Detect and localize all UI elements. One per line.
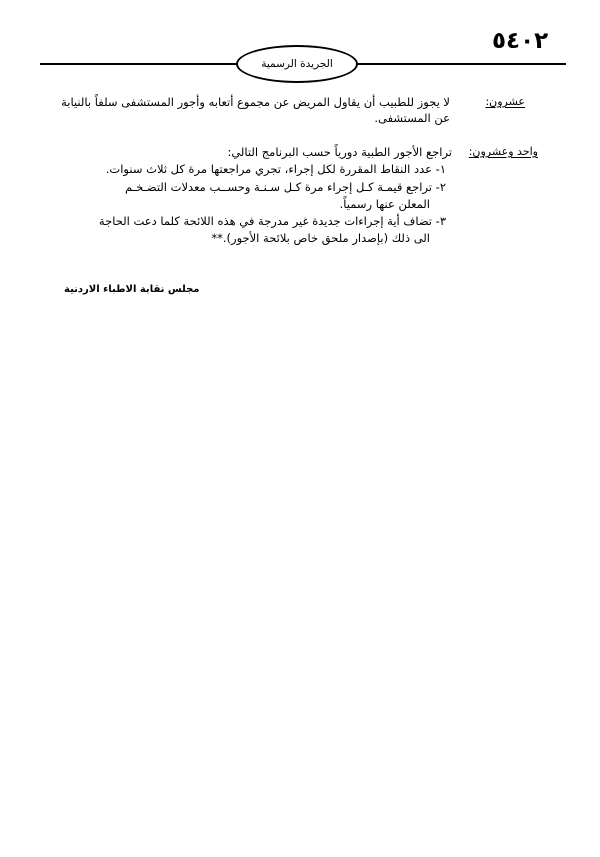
article-21-item-3-cont: الى ذلك (بإصدار ملحق خاص بلائحة الأجور).**: [211, 231, 430, 245]
gazette-title: الجريدة الرسمية: [261, 58, 333, 70]
article-20-line-1: لا يجوز للطبيب أن يقاول المريض عن مجموع أتعابه وأجور المستشفى سلفاً بالنيابة: [61, 95, 450, 109]
gazette-title-oval: [236, 45, 358, 83]
article-20-line-2: عن المستشفى.: [374, 111, 450, 125]
signature: مجلس نقابة الاطباء الاردنية: [64, 284, 200, 295]
article-20-label: عشرون:: [485, 95, 525, 108]
article-21-item-1: ١- عدد النقاط المقررة لكل إجراء، تجري مراجعتها مرة كل ثلاث سنوات.: [105, 162, 446, 176]
page-number: ٥٤٠٢: [492, 28, 549, 54]
article-21-label: واحد وعشرون:: [468, 145, 538, 158]
article-21-item-3: ٣- تضاف أية إجراءات جديدة غير مدرجة في هذه اللائحة كلما دعت الحاجة: [98, 214, 446, 228]
article-21-item-2-cont: المعلن عنها رسمياً.: [339, 197, 430, 211]
article-21-intro: تراجع الأجور الطبية دورياً حسب البرنامج التالي:: [227, 145, 452, 159]
article-21-item-2: ٢- تراجع قيمـة كـل إجراء مرة كـل سـنـة وحســب معدلات التضـخـم: [125, 180, 446, 194]
